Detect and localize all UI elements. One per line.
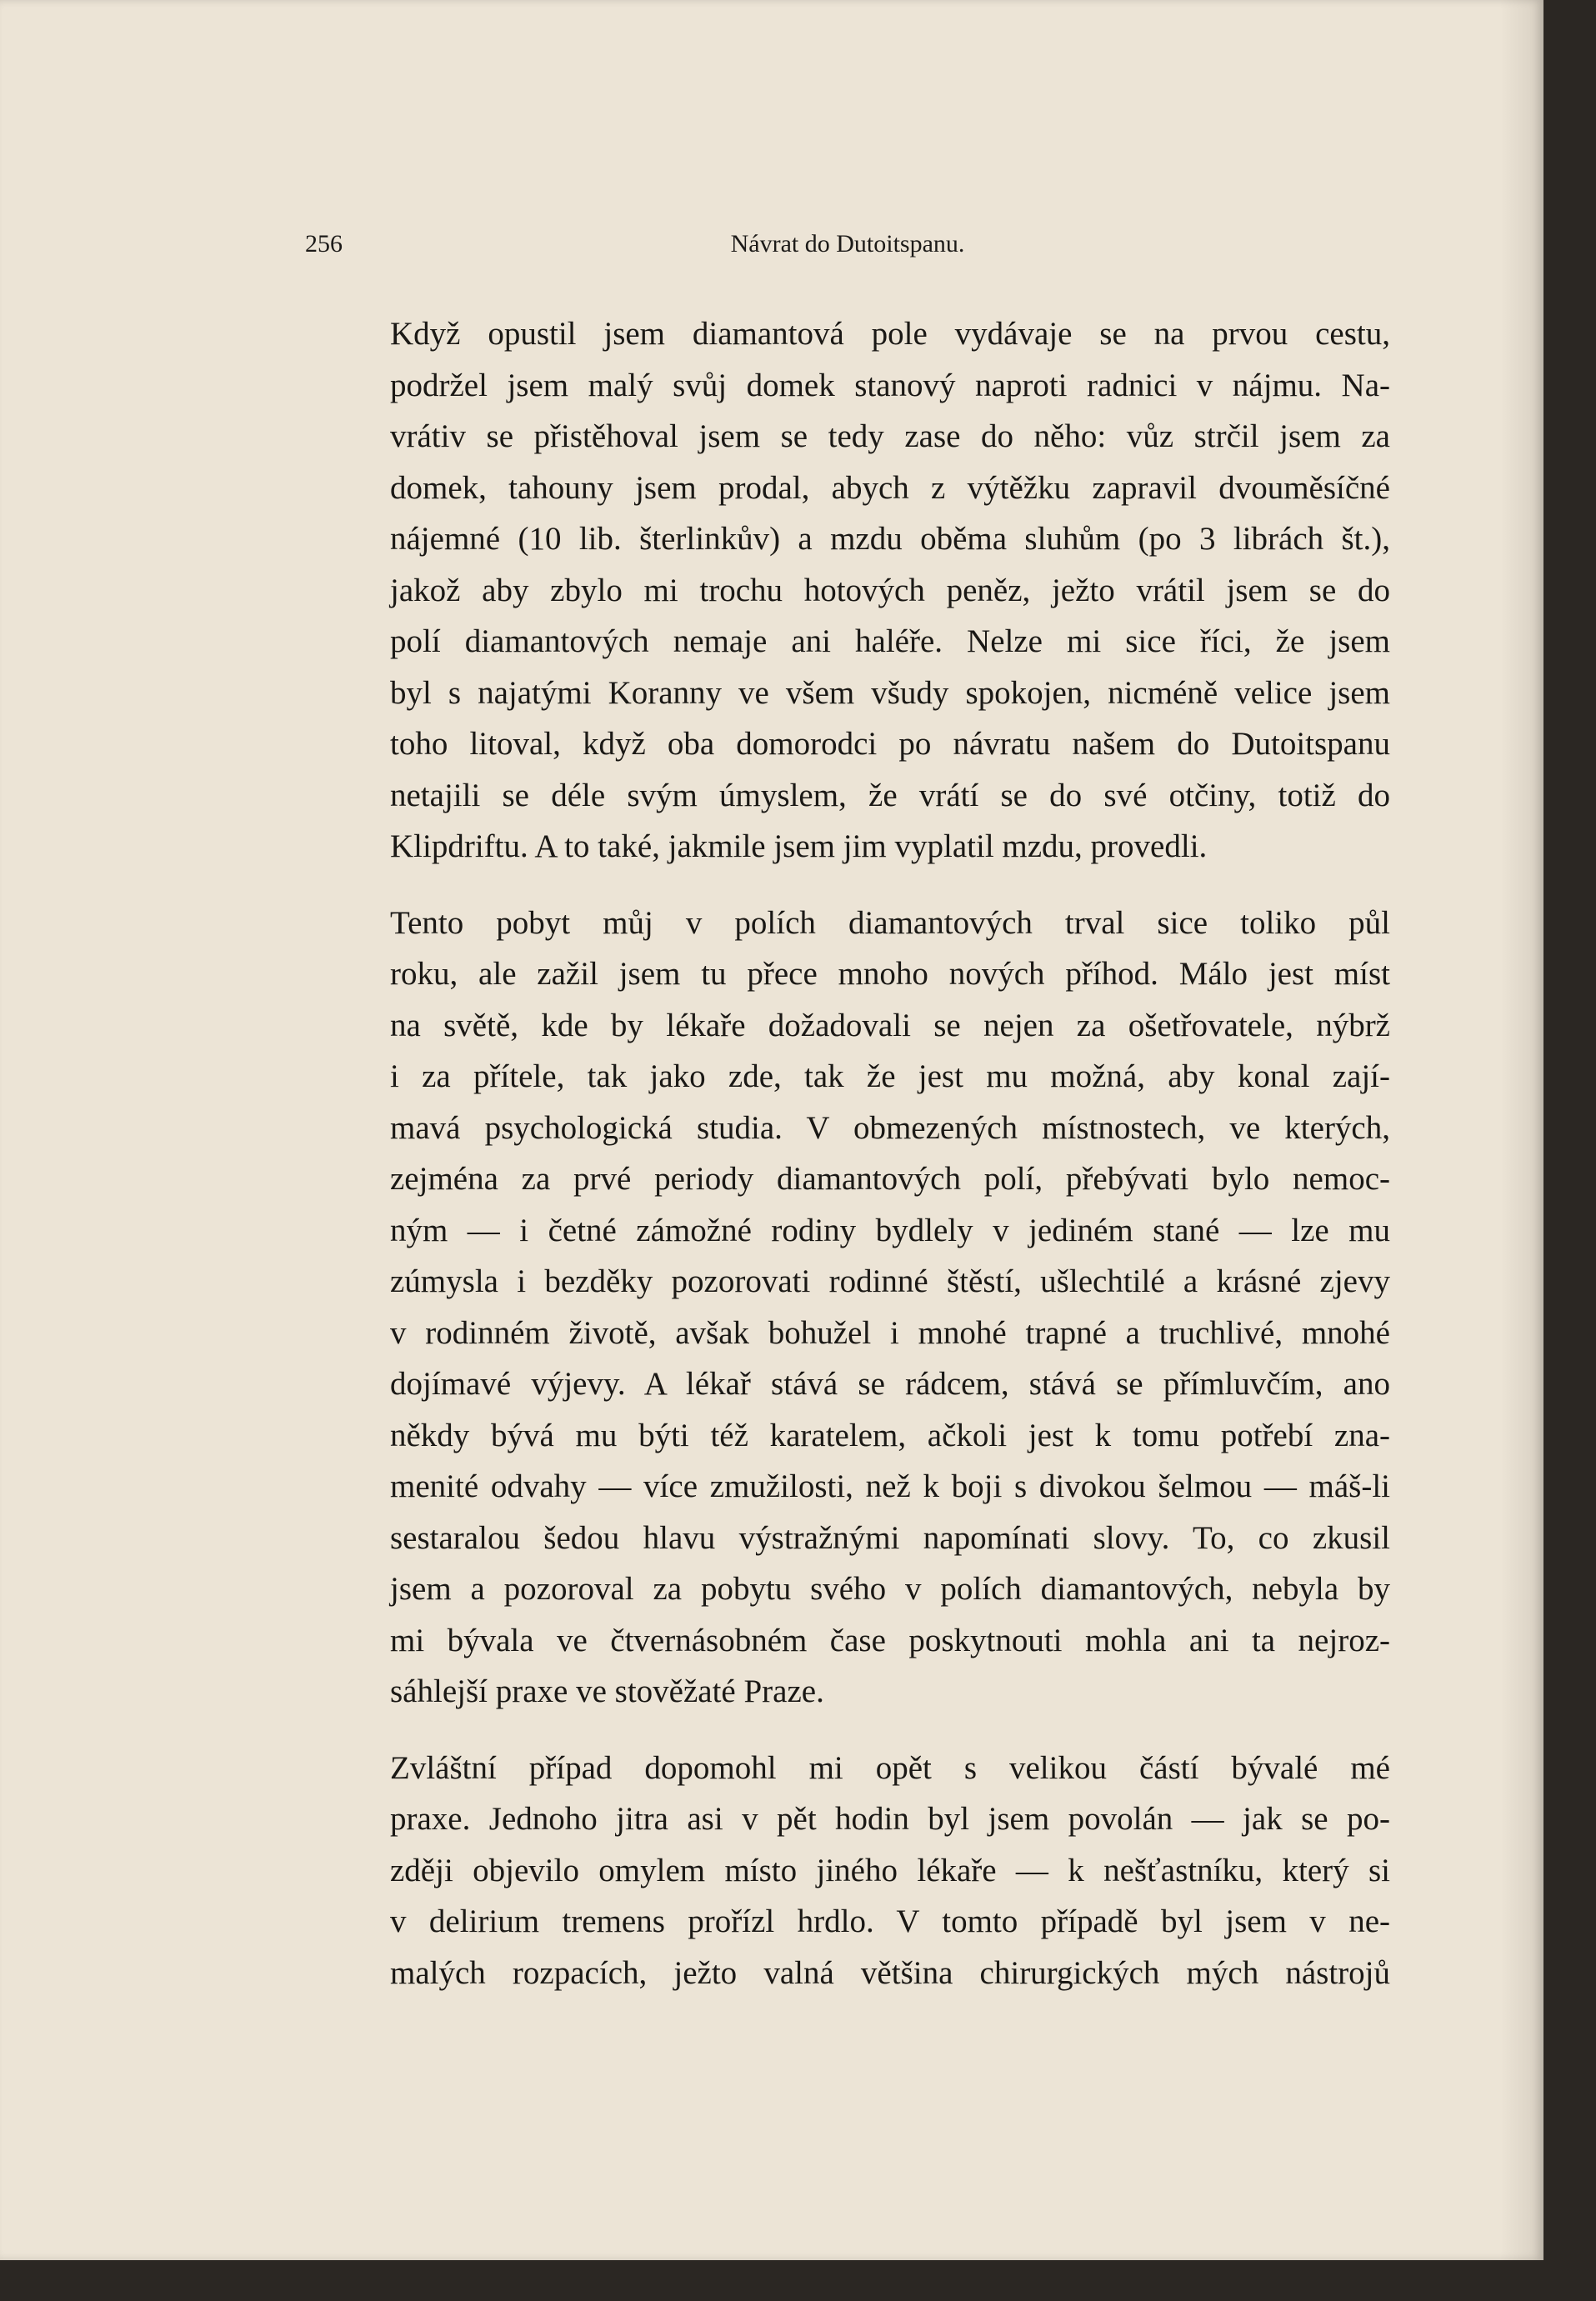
text-line: na světě, kde by lékaře dožadovali se nejen za ošetřovatele, nýbrž [390,1007,1390,1043]
text-line: nájemné (10 lib. šterlinkův) a mzdu oběma sluhům (po 3 librách št.), [390,521,1390,557]
paragraph-3 [305,1743,1390,1999]
text-line: mavá psychologická studia. V obmezených místnostech, ve kterých, [390,1109,1390,1146]
text-line: i za přítele, tak jako zde, tak že jest mu možná, aby konal zají- [390,1058,1390,1094]
text-line: podržel jsem malý svůj domek stanový naproti radnici v nájmu. Na- [390,367,1390,403]
text-line: malých rozpacích, ježto valná většina chirurgických mých nástrojů [390,1954,1390,1991]
text-line: ným — i četné zámožné rodiny bydlely v jediném stané — lze mu [390,1212,1390,1248]
text-line: dojímavé výjevy. A lékař stává se rádcem, stává se přímluvčím, ano [390,1366,1390,1402]
text-line: netajili se déle svým úmyslem, že vrátí se do své otčiny, totiž do [390,777,1390,813]
text-line: Tento pobyt můj v polích diamantových trval sice toliko půl [390,904,1390,941]
text-line: sestaralou šedou hlavu výstražnými napomínati slovy. To, co zkusil [390,1519,1390,1556]
text-line: zúmysla i bezděky pozorovati rodinné štěstí, ušlechtilé a krásné zjevy [390,1263,1390,1299]
text-line: menité odvahy — více zmužilosti, než k boji s divokou šelmou — máš-li [390,1468,1390,1504]
text-line: mi bývala ve čtvernásobném čase poskytnouti mohla ani ta nejroz- [390,1622,1390,1658]
text-line: Zvláštní případ dopomohl mi opět s velikou částí bývalé mé [390,1749,1390,1786]
text-line: někdy bývá mu býti též karatelem, ačkoli jest k tomu potřebí zna- [390,1417,1390,1453]
text-line: v delirium tremens prořízl hrdlo. V tomto případě byl jsem v ne- [390,1903,1390,1939]
text-line: polí diamantových nemaje ani haléře. Nelze mi sice říci, že jsem [390,623,1390,659]
text-line: jsem a pozoroval za pobytu svého v polích diamantových, nebyla by [390,1571,1390,1607]
text-line: Když opustil jsem diamantová pole vydávaje se na prvou cestu, [390,316,1390,352]
text-line: Klipdriftu. A to také, jakmile jsem jim vyplatil mzdu, provedli. [390,828,1208,864]
text-line: sáhlejší praxe ve stověžaté Praze. [390,1673,824,1709]
text-line: zději objevilo omylem místo jiného lékaře — k nešťastníku, který si [390,1852,1390,1888]
text-line: praxe. Jednoho jitra asi v pět hodin byl jsem povolán — jak se po- [390,1801,1390,1837]
running-head: Návrat do Dutoitspanu. [730,230,965,258]
page-number: 256 [305,230,343,258]
text-line: vrátiv se přistěhoval jsem se tedy zase do něho: vůz strčil jsem za [390,418,1390,454]
body-text [305,308,1390,1998]
text-line: domek, tahouny jsem prodal, abych z výtěžku zapravil dvouměsíčné [390,469,1390,506]
text-line: jakož aby zbylo mi trochu hotových peněz, ježto vrátil jsem se do [390,572,1390,608]
paragraph-1 [305,308,1390,873]
paragraph-2 [305,898,1390,1718]
page-header [305,230,1390,263]
text-line: toho litoval, když oba domorodci po návratu našem do Dutoitspanu [390,726,1390,762]
text-line: v rodinném životě, avšak bohužel i mnohé trapné a truchlivé, mnohé [390,1314,1390,1351]
page-edge-shadow [1500,0,1543,2260]
text-line: byl s najatými Koranny ve všem všudy spokojen, nicméně velice jsem [390,674,1390,711]
text-line: zejména za prvé periody diamantových polí, přebývati bylo nemoc- [390,1161,1390,1197]
text-line: roku, ale zažil jsem tu přece mnoho nových příhod. Málo jest míst [390,956,1390,992]
